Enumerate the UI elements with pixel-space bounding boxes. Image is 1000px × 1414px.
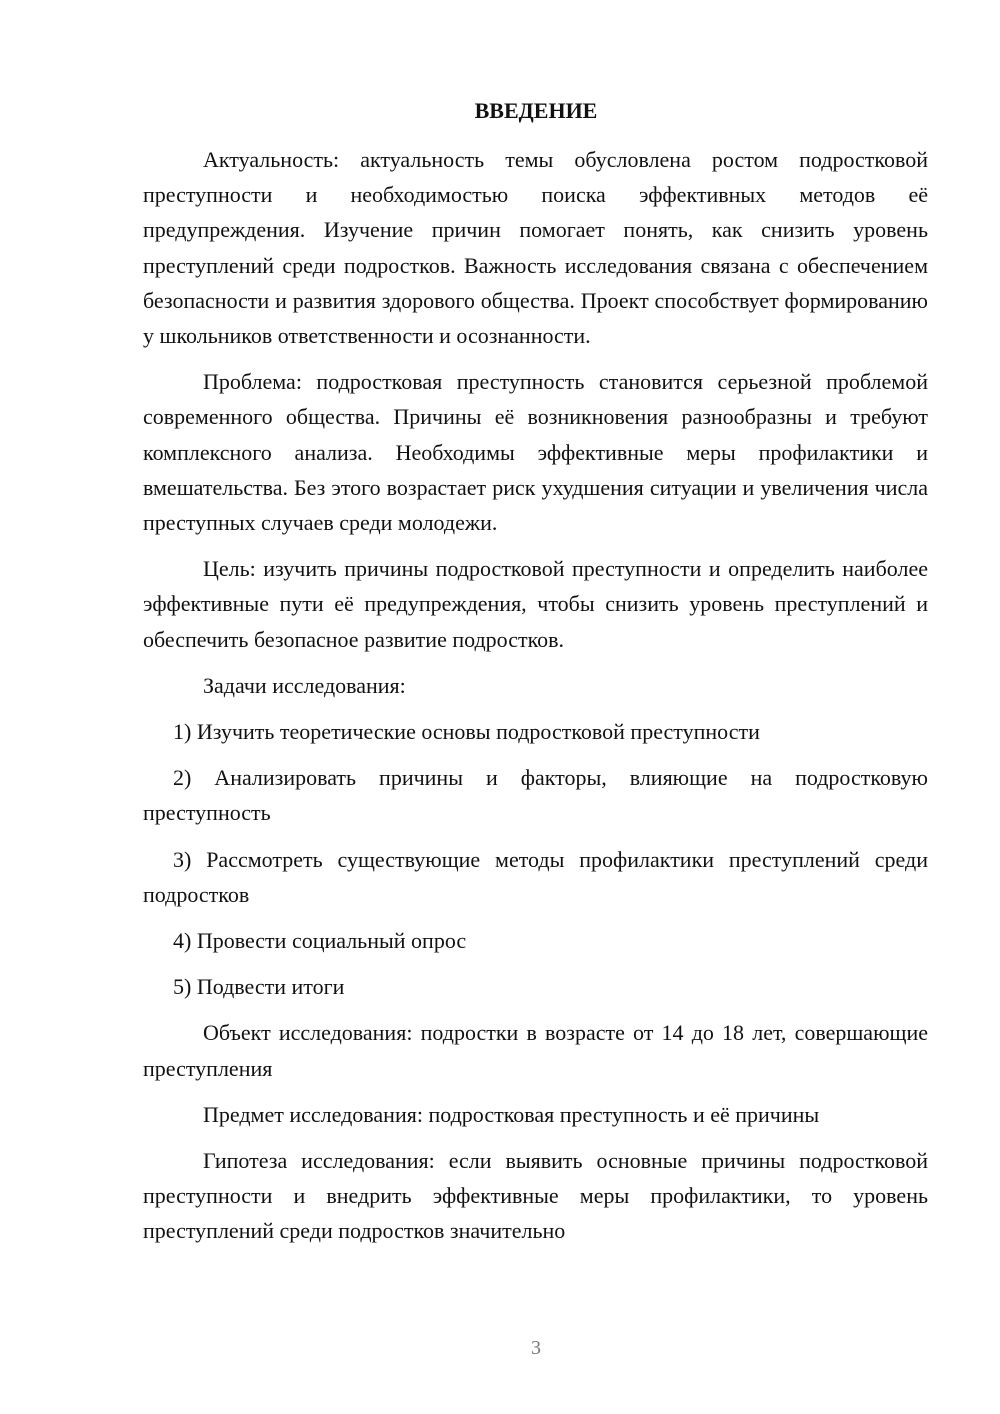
subject-paragraph: Предмет исследования: подростковая преступность и её причины — [203, 1101, 820, 1127]
task-item-4: 4) Провести социальный опрос — [173, 928, 467, 954]
task-item-3: 3) Рассмотреть существующие методы профилактики преступлений среди подростков — [143, 846, 928, 907]
document-body — [143, 142, 928, 1260]
task-item-1: 1) Изучить теоретические основы подростковой преступности — [173, 719, 760, 745]
goal-paragraph: Цель: изучить причины подростковой преступности и определить наиболее эффективные пути её предупреждения, чтобы снизить уровень преступлений и обеспечить безопасное развитие подростков. — [143, 556, 928, 652]
page-number: 3 — [531, 1337, 541, 1359]
tasks-heading: Задачи исследования: — [203, 672, 406, 698]
page-title: ВВЕДЕНИЕ — [474, 98, 598, 123]
task-item-2: 2) Анализировать причины и факторы, влияющие на подростковую преступность — [143, 765, 928, 826]
hypothesis-paragraph: Гипотеза исследования: если выявить основные причины подростковой преступности и внедрить эффективные меры профилактики, то уровень преступлений среди подростков значительно — [143, 1148, 928, 1244]
object-paragraph: Объект исследования: подростки в возрасте от 14 до 18 лет, совершающие преступления — [143, 1020, 928, 1081]
task-item-5: 5) Подвести итоги — [173, 974, 345, 1000]
relevance-paragraph: Актуальность: актуальность темы обусловлена ростом подростковой преступности и необходимостью поиска эффективных методов её предупреждения. Изучение причин помогает понять, как снизить уровень преступлений среди подростков. Важность исследования связана с обеспечением безопасности и развития здорового общества. Проект способствует формированию у школьников ответственности и осознанности. — [143, 147, 928, 349]
problem-paragraph: Проблема: подростковая преступность становится серьезной проблемой современного общества. Причины её возникновения разнообразны и требуют комплексного анализа. Необходимы эффективные меры профилактики и вмешательства. Без этого возрастает риск ухудшения ситуации и увеличения числа преступных случаев среди молодежи. — [143, 369, 928, 536]
